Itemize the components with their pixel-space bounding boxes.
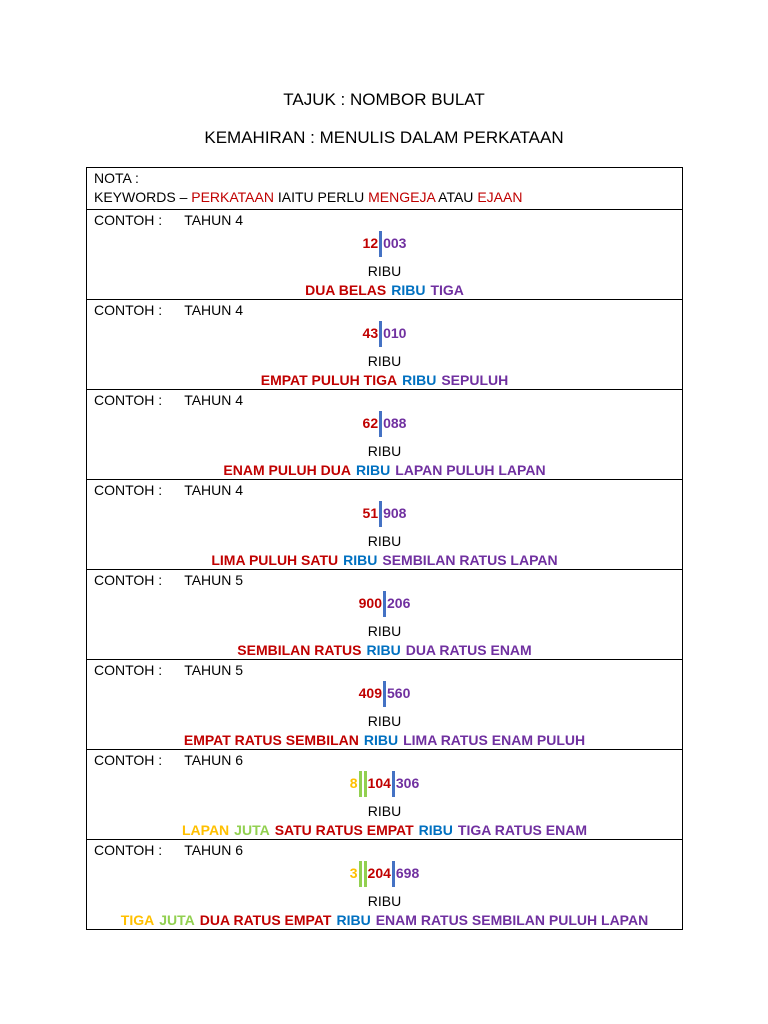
ribu-label: RIBU bbox=[367, 803, 402, 819]
number-group bbox=[363, 320, 407, 347]
example-cell bbox=[87, 210, 683, 300]
number-group bbox=[350, 860, 420, 887]
number-group bbox=[363, 500, 407, 527]
number-segment: 003 bbox=[383, 235, 407, 251]
ribu-label: RIBU bbox=[367, 713, 402, 729]
example-year: TAHUN 6 bbox=[184, 842, 244, 858]
nota-keyword-part: IAITU PERLU bbox=[273, 189, 369, 205]
example-header bbox=[94, 391, 243, 409]
number-segment: 900 bbox=[358, 595, 382, 611]
number-display bbox=[87, 500, 682, 526]
example-label: CONTOH : bbox=[94, 482, 163, 498]
nota-keyword-part: MENGEJA bbox=[368, 189, 436, 205]
word-part: RIBU bbox=[366, 642, 401, 658]
word-part: RIBU bbox=[402, 372, 437, 388]
ribu-label: RIBU bbox=[367, 533, 402, 549]
word-part: RIBU bbox=[343, 552, 378, 568]
number-in-words bbox=[87, 461, 682, 479]
number-display bbox=[87, 860, 682, 886]
thousand-separator-bar bbox=[379, 501, 382, 527]
number-segment: 3 bbox=[349, 865, 358, 881]
example-row bbox=[87, 390, 683, 480]
number-segment: 51 bbox=[362, 505, 379, 521]
example-label: CONTOH : bbox=[94, 392, 163, 408]
word-part: RIBU bbox=[363, 732, 399, 748]
number-segment: 12 bbox=[362, 235, 379, 251]
word-part: DUA BELAS bbox=[305, 282, 387, 298]
word-part: DUA RATUS ENAM bbox=[405, 642, 532, 658]
example-row bbox=[87, 210, 683, 300]
number-display bbox=[87, 410, 682, 436]
example-label: CONTOH : bbox=[94, 212, 163, 228]
example-cell bbox=[87, 750, 683, 840]
thousand-separator-bar bbox=[379, 411, 382, 437]
word-part: RIBU bbox=[418, 822, 453, 838]
example-label: CONTOH : bbox=[94, 662, 163, 678]
word-part: TIGA bbox=[120, 912, 155, 928]
nota-keyword-part: EJAAN bbox=[477, 189, 523, 205]
million-separator-bar bbox=[359, 861, 362, 887]
number-in-words bbox=[87, 371, 682, 389]
example-cell bbox=[87, 570, 683, 660]
example-header bbox=[94, 211, 243, 229]
number-in-words bbox=[87, 731, 682, 749]
example-cell bbox=[87, 660, 683, 750]
example-row bbox=[87, 750, 683, 840]
number-segment: 908 bbox=[383, 505, 407, 521]
thousand-separator-bar bbox=[383, 591, 386, 617]
thousand-separator-bar bbox=[392, 771, 395, 797]
word-part: RIBU bbox=[391, 282, 426, 298]
nota-keyword-part: PERKATAAN bbox=[191, 189, 274, 205]
ribu-label: RIBU bbox=[367, 263, 402, 279]
page-title: TAJUK : NOMBOR BULAT bbox=[283, 90, 485, 109]
notes-table bbox=[86, 167, 683, 930]
example-header bbox=[94, 481, 243, 499]
word-part: JUTA bbox=[159, 912, 195, 928]
example-row bbox=[87, 660, 683, 750]
number-display bbox=[87, 680, 682, 706]
word-part: SEMBILAN RATUS bbox=[237, 642, 362, 658]
example-label: CONTOH : bbox=[94, 752, 163, 768]
nota-row bbox=[87, 168, 683, 210]
number-segment: 088 bbox=[383, 415, 407, 431]
example-header bbox=[94, 841, 243, 859]
number-segment: 62 bbox=[362, 415, 379, 431]
number-segment: 8 bbox=[349, 775, 358, 791]
thousand-separator-bar bbox=[392, 861, 395, 887]
word-part: TIGA RATUS ENAM bbox=[457, 822, 588, 838]
example-year: TAHUN 5 bbox=[184, 662, 244, 678]
word-part: JUTA bbox=[234, 822, 270, 838]
number-display bbox=[87, 320, 682, 346]
example-row bbox=[87, 840, 683, 930]
word-part: SATU RATUS EMPAT bbox=[274, 822, 414, 838]
number-segment: 306 bbox=[395, 775, 420, 791]
example-row bbox=[87, 300, 683, 390]
example-cell bbox=[87, 390, 683, 480]
word-part: RIBU bbox=[336, 912, 371, 928]
word-part: SEMBILAN RATUS LAPAN bbox=[382, 552, 558, 568]
example-header bbox=[94, 661, 243, 679]
example-year: TAHUN 4 bbox=[184, 212, 244, 228]
example-header bbox=[94, 571, 243, 589]
number-segment: 698 bbox=[395, 865, 420, 881]
example-label: CONTOH : bbox=[94, 572, 163, 588]
example-year: TAHUN 6 bbox=[184, 752, 244, 768]
nota-keyword-part: KEYWORDS – bbox=[94, 189, 192, 205]
word-part: LAPAN PULUH LAPAN bbox=[395, 462, 546, 478]
number-display bbox=[87, 230, 682, 256]
number-group bbox=[363, 410, 407, 437]
word-part: RIBU bbox=[355, 462, 391, 478]
number-segment: 010 bbox=[383, 325, 407, 341]
number-group bbox=[359, 590, 411, 617]
number-in-words bbox=[87, 821, 682, 839]
ribu-label: RIBU bbox=[367, 893, 402, 909]
example-row bbox=[87, 570, 683, 660]
million-separator-bar bbox=[359, 771, 362, 797]
word-part: LIMA PULUH SATU bbox=[211, 552, 339, 568]
example-header bbox=[94, 751, 243, 769]
number-segment: 409 bbox=[358, 685, 382, 701]
example-label: CONTOH : bbox=[94, 842, 163, 858]
example-cell bbox=[87, 480, 683, 570]
word-part: ENAM PULUH DUA bbox=[223, 462, 351, 478]
nota-keywords-line bbox=[94, 188, 675, 207]
word-part: LAPAN bbox=[181, 822, 230, 838]
word-part: DUA RATUS EMPAT bbox=[199, 912, 332, 928]
number-segment: 104 bbox=[367, 775, 391, 791]
word-part: ENAM RATUS SEMBILAN PULUH LAPAN bbox=[375, 912, 649, 928]
nota-cell bbox=[87, 168, 683, 210]
ribu-label: RIBU bbox=[367, 443, 402, 459]
number-segment: 204 bbox=[367, 865, 391, 881]
number-display bbox=[87, 590, 682, 616]
thousand-separator-bar bbox=[383, 681, 386, 707]
number-in-words bbox=[87, 281, 682, 299]
example-cell bbox=[87, 840, 683, 930]
example-cell bbox=[87, 300, 683, 390]
number-group bbox=[350, 770, 420, 797]
word-part: LIMA RATUS ENAM PULUH bbox=[403, 732, 586, 748]
number-in-words bbox=[87, 641, 682, 659]
word-part: EMPAT PULUH TIGA bbox=[260, 372, 398, 388]
number-in-words bbox=[87, 551, 682, 569]
nota-heading: NOTA : bbox=[94, 170, 139, 186]
example-row bbox=[87, 480, 683, 570]
number-group bbox=[359, 680, 411, 707]
example-year: TAHUN 4 bbox=[184, 392, 244, 408]
example-year: TAHUN 5 bbox=[184, 572, 244, 588]
example-year: TAHUN 4 bbox=[184, 482, 244, 498]
example-year: TAHUN 4 bbox=[184, 302, 244, 318]
example-header bbox=[94, 301, 243, 319]
number-in-words bbox=[87, 911, 682, 929]
word-part: TIGA bbox=[430, 282, 464, 298]
ribu-label: RIBU bbox=[367, 353, 402, 369]
number-group bbox=[363, 230, 407, 257]
thousand-separator-bar bbox=[379, 321, 382, 347]
number-display bbox=[87, 770, 682, 796]
page-subtitle: KEMAHIRAN : MENULIS DALAM PERKATAAN bbox=[204, 128, 564, 147]
ribu-label: RIBU bbox=[367, 623, 402, 639]
number-segment: 206 bbox=[387, 595, 411, 611]
example-label: CONTOH : bbox=[94, 302, 163, 318]
nota-keyword-part: ATAU bbox=[435, 189, 478, 205]
million-separator-bar bbox=[364, 771, 367, 797]
number-segment: 43 bbox=[362, 325, 379, 341]
word-part: EMPAT RATUS SEMBILAN bbox=[183, 732, 359, 748]
number-segment: 560 bbox=[387, 685, 411, 701]
word-part: SEPULUH bbox=[441, 372, 509, 388]
million-separator-bar bbox=[364, 861, 367, 887]
thousand-separator-bar bbox=[379, 231, 382, 257]
